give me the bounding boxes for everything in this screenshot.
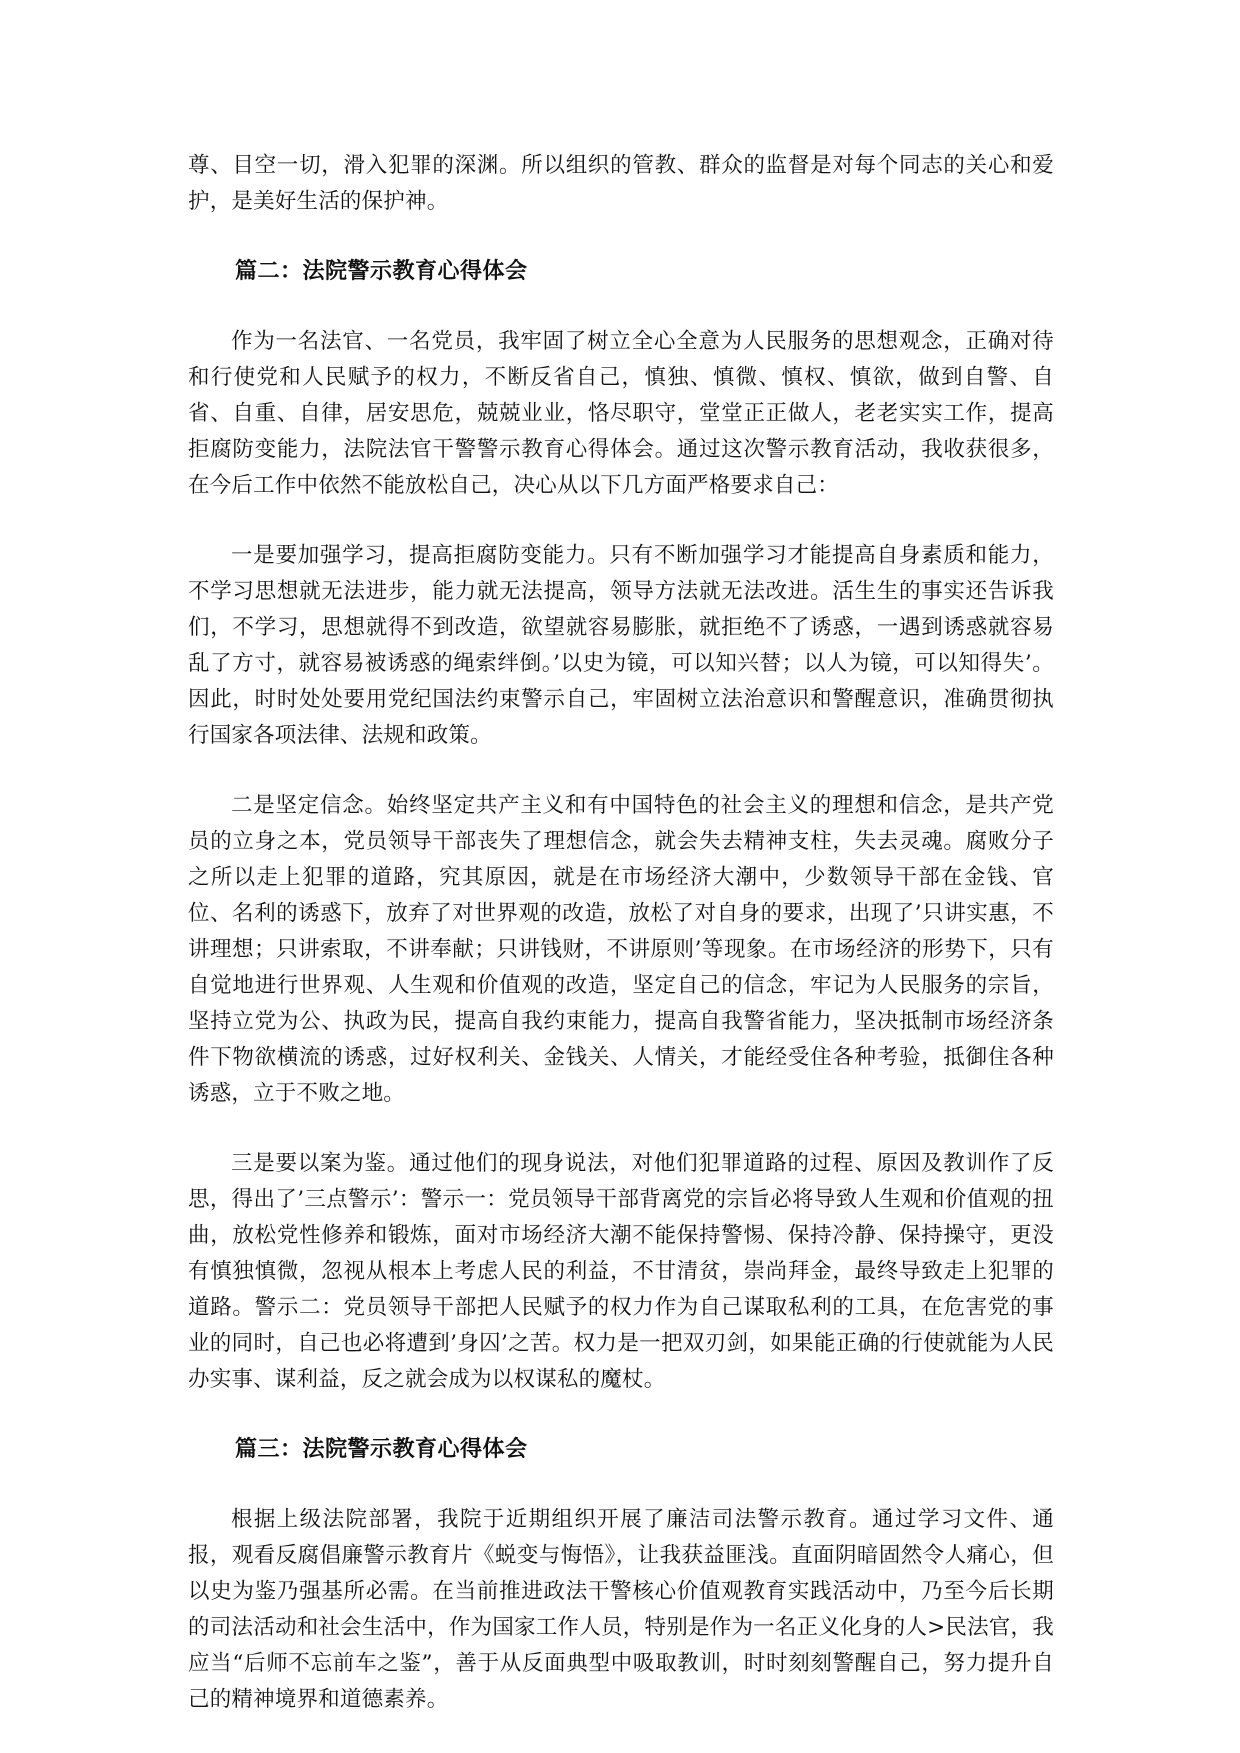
section-3-heading: 篇三：法院警示教育心得体会 — [235, 1437, 528, 1462]
section-2-paragraph-1: 作为一名法官、一名党员，我牢固了树立全心全意为人民服务的思想观念，正确对待和行使党和人民赋予的权力，不断反省自己，慎独、慎微、慎权、慎欲，做到自警、自省、自重、自律，居安思危，兢兢业业，恪尽职守，堂堂正正做人，老老实实工作，提高拒腐防变能力，法院法官干警警示教育心得体会。通过这次警示教育活动，我收获很多，在今后工作中依然不能放松自己，决心从以下几方面严格要求自己： — [188, 329, 1054, 498]
section-2-paragraph-4: 三是要以案为鉴。通过他们的现身说法，对他们犯罪道路的过程、原因及教训作了反思，得出了’三点警示’：警示一：党员领导干部背离党的宗旨必将导致人生观和价值观的扭曲，放松党性修养和锻炼，面对市场经济大潮不能保持警惕、保持冷静、保持操守，更没有慎独慎微，忽视从根本上考虑人民的利益，不甘清贫，崇尚拜金，最终导致走上犯罪的道路。警示二：党员领导干部把人民赋予的权力作为自己谋取私利的工具，在危害党的事业的同时，自己也必将遭到’身囚’之苦。权力是一把双刃剑，如果能正确的行使就能为人民办实事、谋利益，反之就会成为以权谋私的魔杖。 — [188, 1151, 1054, 1392]
intro-paragraph: 尊、目空一切，滑入犯罪的深渊。所以组织的管教、群众的监督是对每个同志的关心和爱护，是美好生活的保护神。 — [188, 153, 1054, 214]
section-2-heading: 篇二：法院警示教育心得体会 — [235, 259, 528, 284]
section-2-paragraph-3: 二是坚定信念。始终坚定共产主义和有中国特色的社会主义的理想和信念，是共产党员的立身之本，党员领导干部丧失了理想信念，就会失去精神支柱，失去灵魂。腐败分子之所以走上犯罪的道路，究其原因，就是在市场经济大潮中，少数领导干部在金钱、官位、名利的诱惑下，放弃了对世界观的改造，放松了对自身的要求，出现了’只讲实惠，不讲理想；只讲索取，不讲奉献；只讲钱财，不讲原则’等现象。在市场经济的形势下，只有自觉地进行世界观、人生观和价值观的改造，坚定自己的信念，牢记为人民服务的宗旨，坚持立党为公、执政为民，提高自我约束能力，提高自我警省能力，坚决抵制市场经济条件下物欲横流的诱惑，过好权利关、金钱关、人情关，才能经受住各种考验，抵御住各种诱惑，立于不败之地。 — [188, 793, 1054, 1106]
section-3-paragraph-1: 根据上级法院部署，我院于近期组织开展了廉洁司法警示教育。通过学习文件、通报，观看反腐倡廉警示教育片《蜕变与悔悟》，让我获益匪浅。直面阴暗固然令人痛心，但以史为鉴乃强基所必需。在当前推进政法干警核心价值观教育实践活动中，乃至今后长期的司法活动和社会生活中，作为国家工作人员，特别是作为一名正义化身的人>民法官，我应当“后师不忘前车之鉴”，善于从反面典型中吸取教训，时时刻刻警醒自己，努力提升自己的精神境界和道德素养。 — [188, 1507, 1054, 1712]
section-2-paragraph-2: 一是要加强学习，提高拒腐防变能力。只有不断加强学习才能提高自身素质和能力，不学习思想就无法进步，能力就无法提高，领导方法就无法改进。活生生的事实还告诉我们，不学习，思想就得不到改造，欲望就容易膨胀，就拒绝不了诱惑，一遇到诱惑就容易乱了方寸，就容易被诱惑的绳索绊倒。’以史为镜，可以知兴替；以人为镜，可以知得失’。因此，时时处处要用党纪国法约束警示自己，牢固树立法治意识和警醒意识，准确贯彻执行国家各项法律、法规和政策。 — [188, 543, 1054, 748]
document-page — [188, 148, 1054, 1718]
